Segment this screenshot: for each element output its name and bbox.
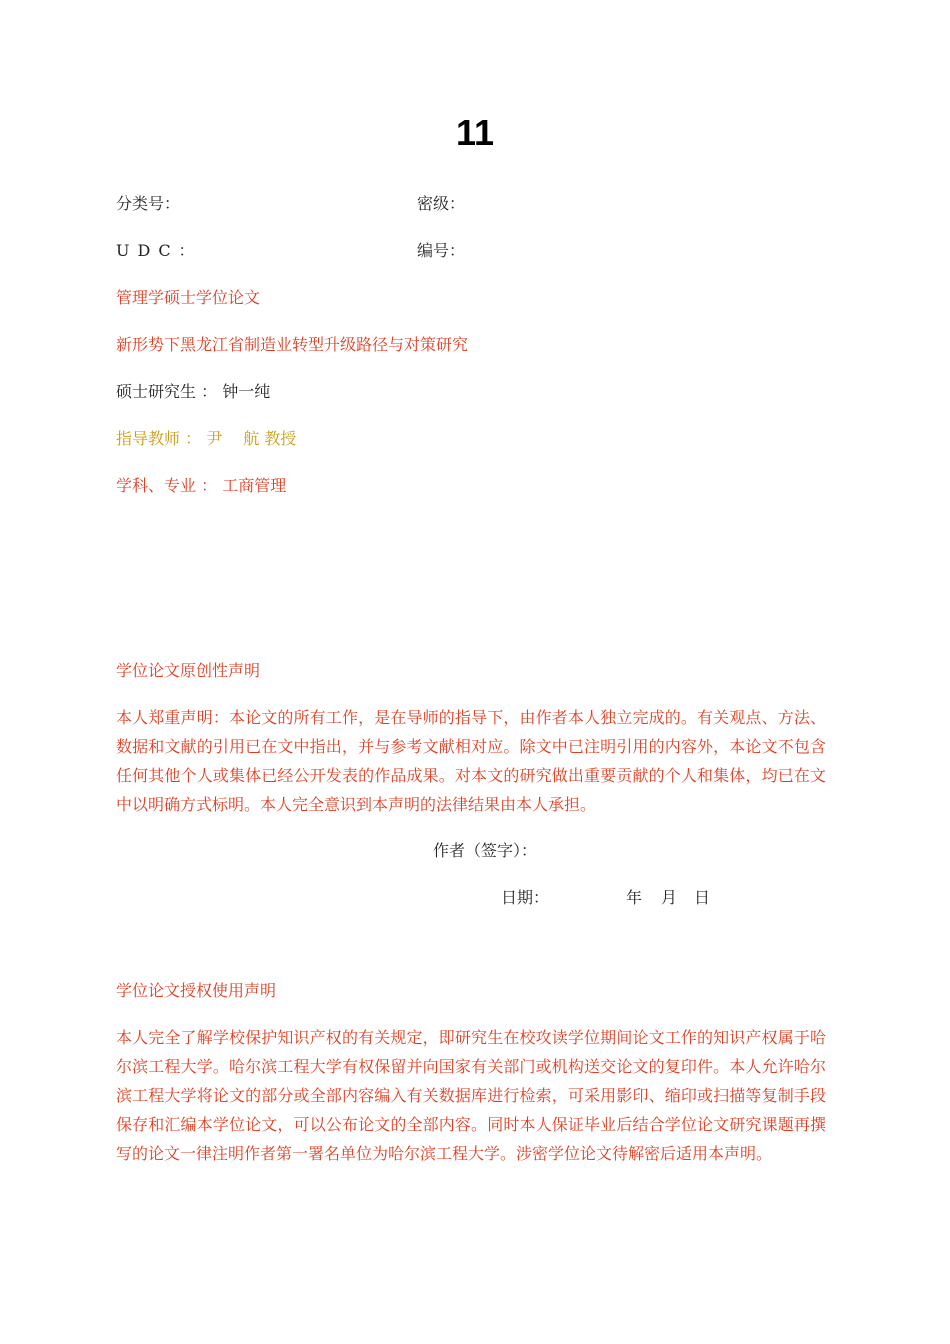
advisor-name: 尹 航 bbox=[206, 429, 260, 448]
page-number: 11 bbox=[455, 112, 495, 153]
serial-number-label: 编号： bbox=[417, 241, 466, 260]
student-row bbox=[116, 382, 270, 402]
advisor-label: 指导教师 ： bbox=[116, 429, 202, 448]
major-name: 工商管理 bbox=[222, 476, 287, 495]
originality-body: 本人郑重声明：本论文的所有工作，是在导师的指导下，由作者本人独立完成的。有关观点、方法、数据和文献的引用已在文中指出，并与参考文献相对应。除文中已注明引用的内容外，本论文不包含任何其他个人或集体已经公开发表的作品成果。对本文的研究做出重要贡献的个人和集体，均已在文中以明确方式标明。本人完全意识到本声明的法律结果由本人承担。 bbox=[116, 708, 826, 814]
thesis-title: 新形势下黑龙江省制造业转型升级路径与对策研究 bbox=[116, 335, 469, 354]
authorization-body: 本人完全了解学校保护知识产权的有关规定，即研究生在校攻读学位期间论文工作的知识产权属于哈尔滨工程大学。哈尔滨工程大学有权保留并向国家有关部门或机构送交论文的复印件。本人允许哈尔滨工程大学将论文的部分或全部内容编入有关数据库进行检索，可采用影印、缩印或扫描等复制手段保存和汇编本学位论文，可以公布论文的全部内容。同时本人保证毕业后结合学位论文研究课题再撰写的论文一律注明作者第一署名单位为哈尔滨工程大学。涉密学位论文待解密后适用本声明。 bbox=[116, 1028, 826, 1163]
authorization-heading: 学位论文授权使用声明 bbox=[116, 981, 277, 1000]
classification-label: 分类号： bbox=[116, 194, 181, 213]
udc-label: UDC： bbox=[116, 241, 203, 260]
student-label: 硕士研究生 ： bbox=[116, 382, 218, 401]
date-label: 日期： bbox=[501, 888, 550, 907]
advisor-title: 教授 bbox=[264, 429, 297, 448]
secret-level-label: 密级： bbox=[417, 194, 466, 213]
advisor-row bbox=[116, 429, 296, 449]
year-label: 年 bbox=[626, 888, 643, 907]
major-row bbox=[116, 476, 286, 496]
major-label: 学科、专业 ： bbox=[116, 476, 218, 495]
originality-heading: 学位论文原创性声明 bbox=[116, 661, 261, 680]
student-name: 钟一纯 bbox=[222, 382, 271, 401]
day-label: 日 bbox=[694, 888, 711, 907]
author-signature-label: 作者（签字）： bbox=[433, 841, 538, 860]
degree-type: 管理学硕士学位论文 bbox=[116, 288, 261, 307]
month-label: 月 bbox=[661, 888, 678, 907]
